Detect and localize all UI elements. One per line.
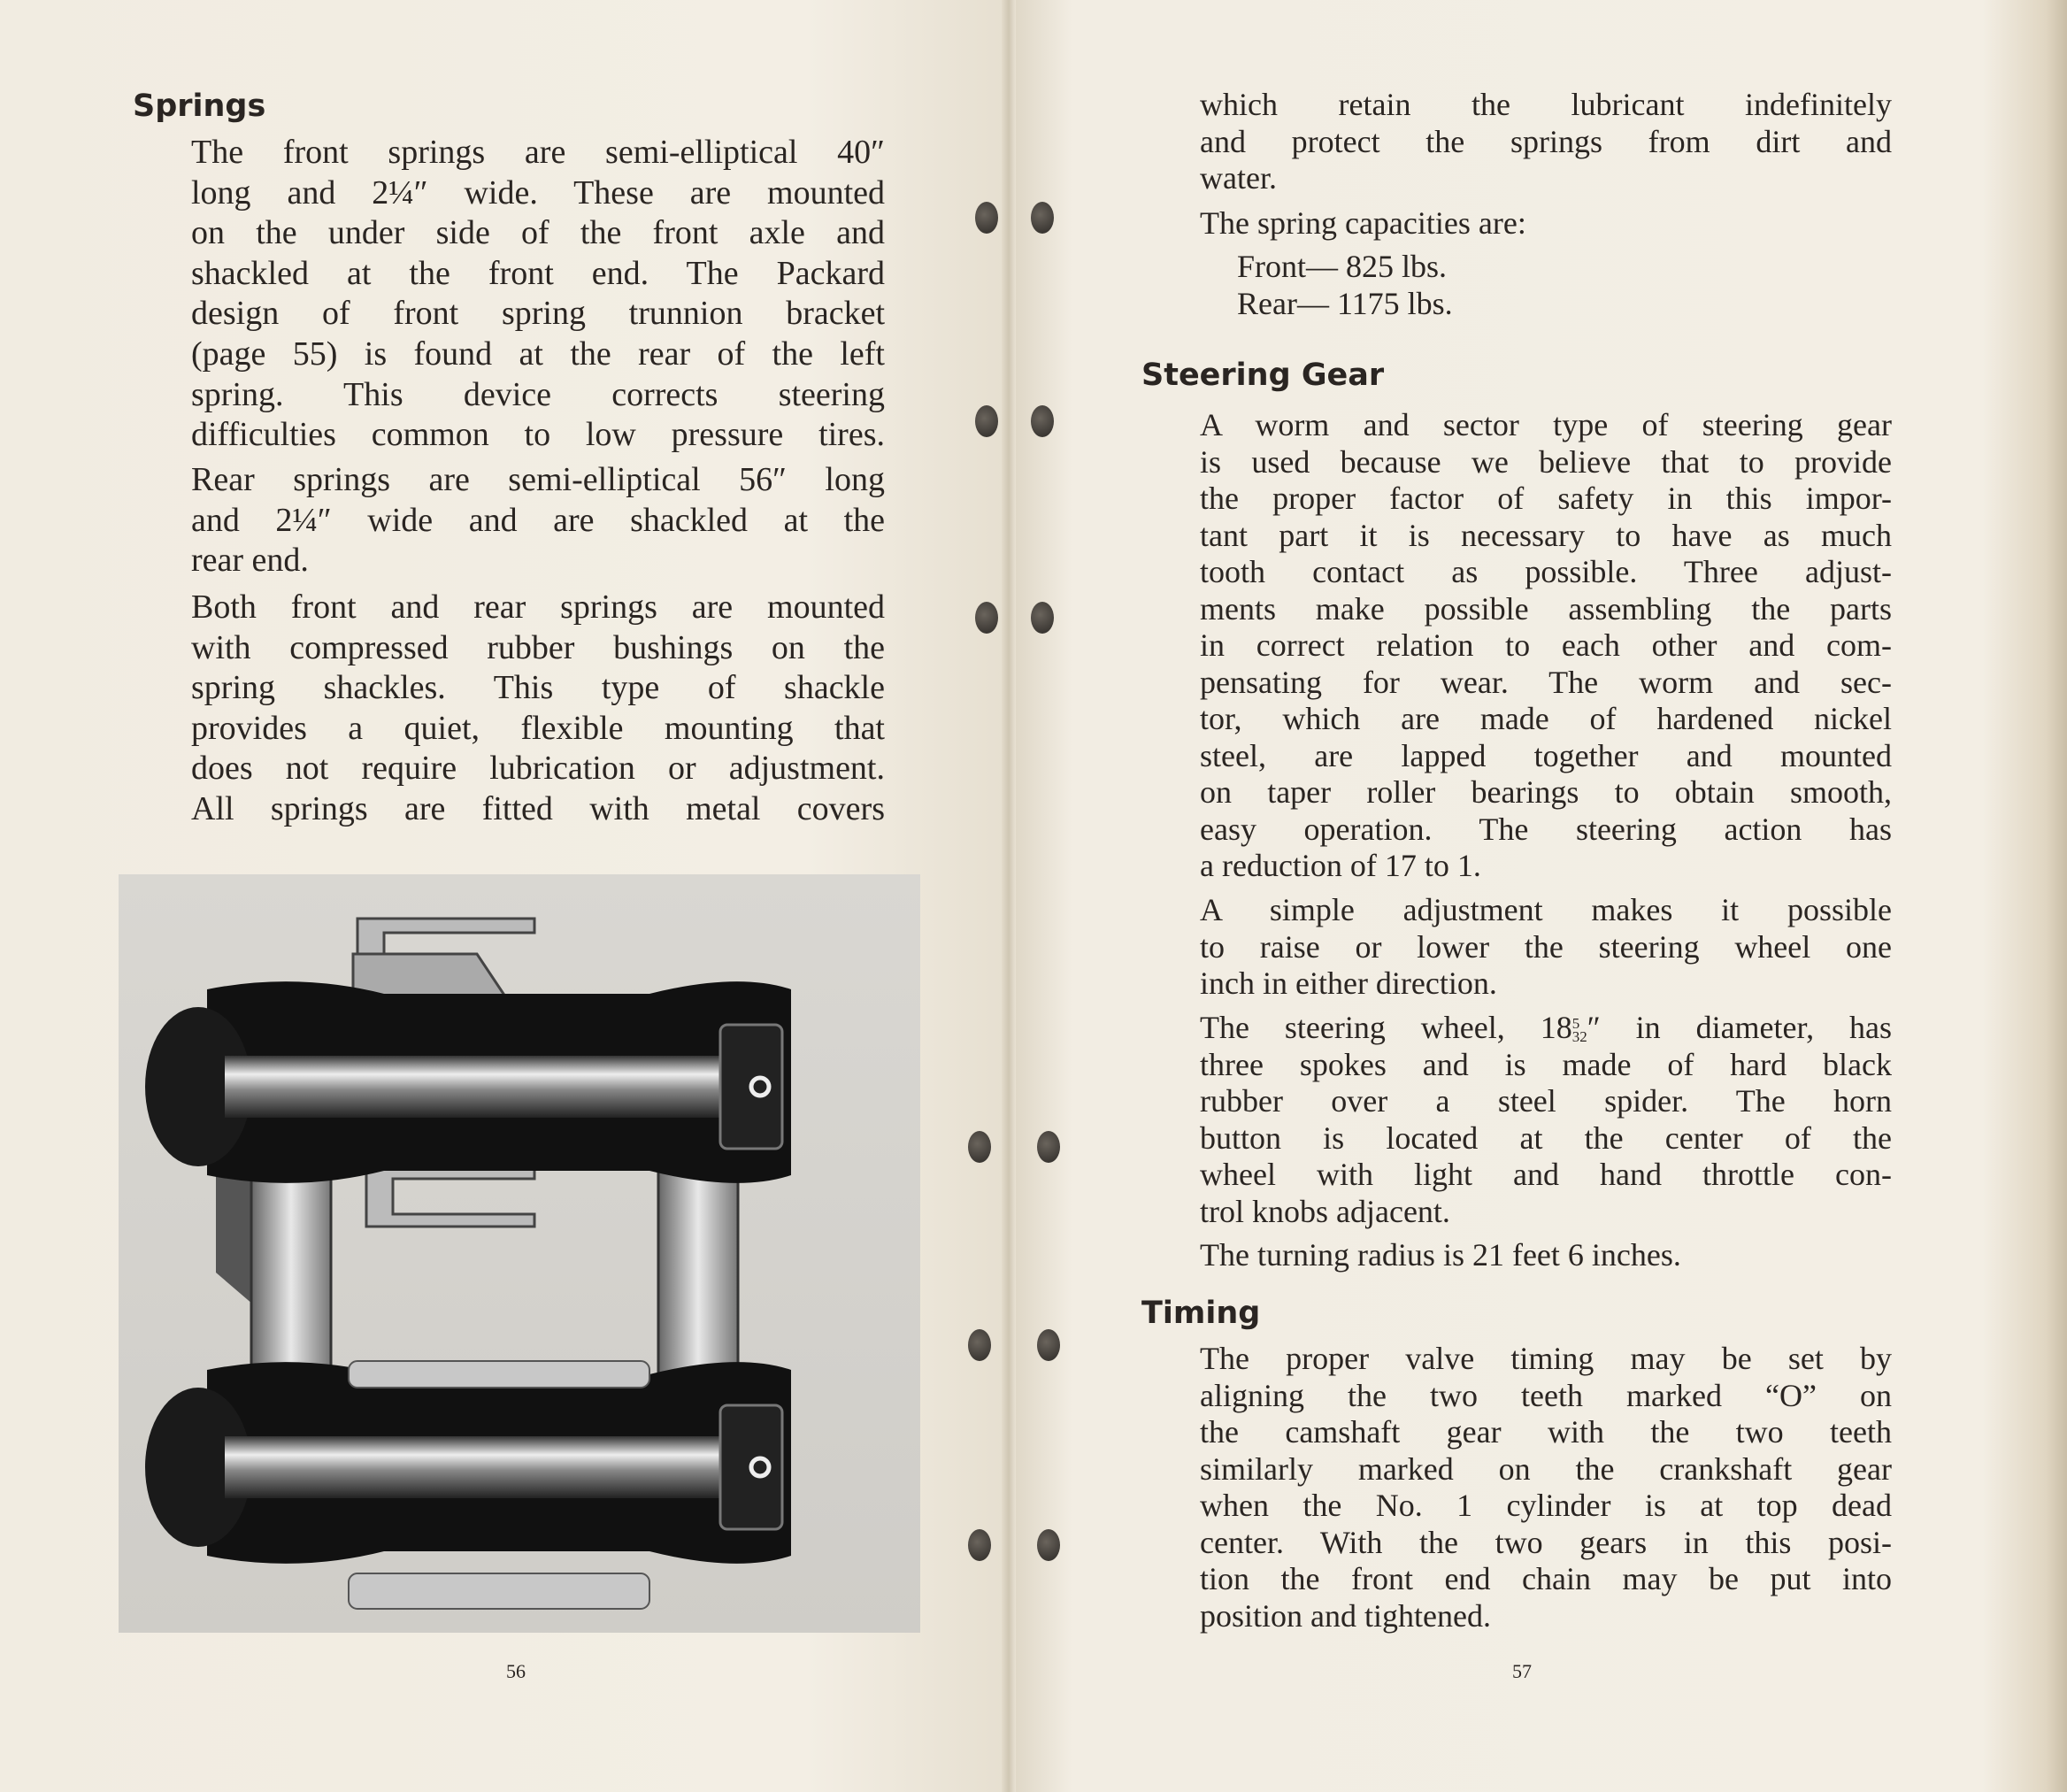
timing-heading: Timing: [1141, 1296, 1261, 1331]
binding-hole: [1031, 602, 1054, 634]
binding-hole: [968, 1529, 991, 1561]
text-line: pensating for wear. The worm and sec-: [1200, 664, 1892, 700]
text-line: the proper factor of safety in this impor-: [1200, 481, 1892, 516]
springs-paragraph-2: [191, 460, 885, 581]
text-line: tooth contact as possible. Three adjust-: [1200, 554, 1892, 589]
text-line: does not require lubrication or adjustment.: [191, 750, 885, 788]
text-line: spring. This device corrects steering: [191, 375, 885, 413]
text-line: rear end.: [191, 542, 309, 580]
text-line: (page 55) is found at the rear of the left: [191, 335, 885, 373]
text-line: Rear springs are semi-elliptical 56″ long: [191, 461, 885, 498]
text-line: steel, are lapped together and mounted: [1200, 737, 1892, 773]
turning-radius: The turning radius is 21 feet 6 inches.: [1200, 1237, 1681, 1273]
binding-hole: [968, 1329, 991, 1361]
text-line: position and tightened.: [1200, 1597, 1491, 1634]
text-line: Rear— 1175 lbs.: [1237, 285, 1453, 321]
text-line: rubber over a steel spider. The horn: [1200, 1083, 1892, 1119]
text-line: is used because we believe that to provide: [1200, 443, 1892, 480]
binding-hole: [1031, 202, 1054, 234]
binding-hole: [1037, 1131, 1060, 1163]
page-number: 57: [1512, 1660, 1532, 1682]
book-spine: [1002, 0, 1016, 1792]
springs-paragraph-3: [191, 588, 885, 830]
binding-hole: [1031, 405, 1054, 437]
text-line: provides a quiet, flexible mounting that: [191, 709, 885, 747]
text-line: on taper roller bearings to obtain smooth,: [1200, 774, 1892, 810]
timing-paragraph: [1200, 1341, 1892, 1634]
page-number: 56: [506, 1660, 526, 1682]
binding-hole: [1037, 1329, 1060, 1361]
text-line: which retain the lubricant indefinitely: [1200, 87, 1892, 122]
text-line: difficulties common to low pressure tires.: [191, 416, 885, 454]
binding-hole: [968, 1131, 991, 1163]
text-line: button is located at the center of the: [1200, 1119, 1892, 1156]
text-line: on the under side of the front axle and: [191, 214, 885, 252]
binding-hole: [975, 405, 998, 437]
steering-paragraph-1: [1200, 407, 1892, 885]
text-line: long and 2¼″ wide. These are mounted: [191, 173, 885, 212]
text-line: center. With the two gears in this posi-: [1200, 1524, 1892, 1560]
text-line: trol knobs adjacent.: [1200, 1193, 1450, 1229]
text-line: in correct relation to each other and com-: [1200, 627, 1892, 663]
text-line: and protect the springs from dirt and: [1200, 123, 1892, 159]
binding-hole: [975, 202, 998, 234]
text-line: and 2¼″ wide and are shackled at the: [191, 501, 885, 539]
text-line: similarly marked on the crankshaft gear: [1200, 1450, 1892, 1487]
text-line: Both front and rear springs are mounted: [191, 588, 885, 626]
springs-paragraph-1: [191, 133, 885, 456]
binding-hole: [1037, 1529, 1060, 1561]
steering-paragraph-2: [1200, 892, 1892, 1003]
text-line: Front— 825 lbs.: [1237, 249, 1448, 284]
binding-hole: [975, 602, 998, 634]
text-line: All springs are fitted with metal covers: [191, 789, 885, 827]
capacities-label: The spring capacities are:: [1200, 205, 1526, 241]
capacities-list: [1237, 249, 1768, 322]
left-page: [0, 0, 1009, 1792]
steering-paragraph-3: The steering wheel, 18 5 32 ″ in diameter, has three spokes and is made of hard black rubber over a steel spider. The horn button is located at the center of the wheel with light and hand throttle con- trol knobs adjacent.: [1200, 1010, 1892, 1229]
springs-heading: Springs: [133, 88, 266, 124]
text-line: inch in either direction.: [1200, 965, 1497, 1001]
spring-shackle-illustration: [119, 874, 920, 1633]
text-line: wheel with light and hand throttle con-: [1200, 1157, 1892, 1192]
text-line: The front springs are semi-elliptical 40″: [191, 134, 885, 171]
text-line: tant part it is necessary to have as much: [1200, 517, 1892, 553]
text-line: easy operation. The steering action has: [1200, 811, 1892, 847]
text-line: the camshaft gear with the two teeth: [1200, 1414, 1892, 1450]
text-line: tor, which are made of hardened nickel: [1200, 701, 1892, 736]
intro-paragraph: [1200, 87, 1892, 197]
text-line: a reduction of 17 to 1.: [1200, 848, 1481, 883]
text-line: water.: [1200, 160, 1277, 196]
fraction: 5 32: [1571, 1015, 1587, 1045]
steering-gear-heading: Steering Gear: [1141, 358, 1385, 393]
text-line: with compressed rubber bushings on the: [191, 628, 885, 666]
text-line: The proper valve timing may be set by: [1200, 1341, 1892, 1376]
text-line: three spokes and is made of hard black: [1200, 1046, 1892, 1082]
text-line: spring shackles. This type of shackle: [191, 669, 885, 707]
right-page: [1009, 0, 2067, 1792]
text-line: design of front spring trunnion bracket: [191, 295, 885, 333]
text-line: when the No. 1 cylinder is at top dead: [1200, 1488, 1892, 1523]
text-line: aligning the two teeth marked “O” on: [1200, 1377, 1892, 1413]
text-line: shackled at the front end. The Packard: [191, 254, 885, 292]
text-line: ments make possible assembling the parts: [1200, 590, 1892, 627]
text-line: to raise or lower the steering wheel one: [1200, 928, 1892, 965]
text-line: A simple adjustment makes it possible: [1200, 892, 1892, 927]
text-line: A worm and sector type of steering gear: [1200, 407, 1892, 442]
text-line: tion the front end chain may be put into: [1200, 1561, 1892, 1596]
